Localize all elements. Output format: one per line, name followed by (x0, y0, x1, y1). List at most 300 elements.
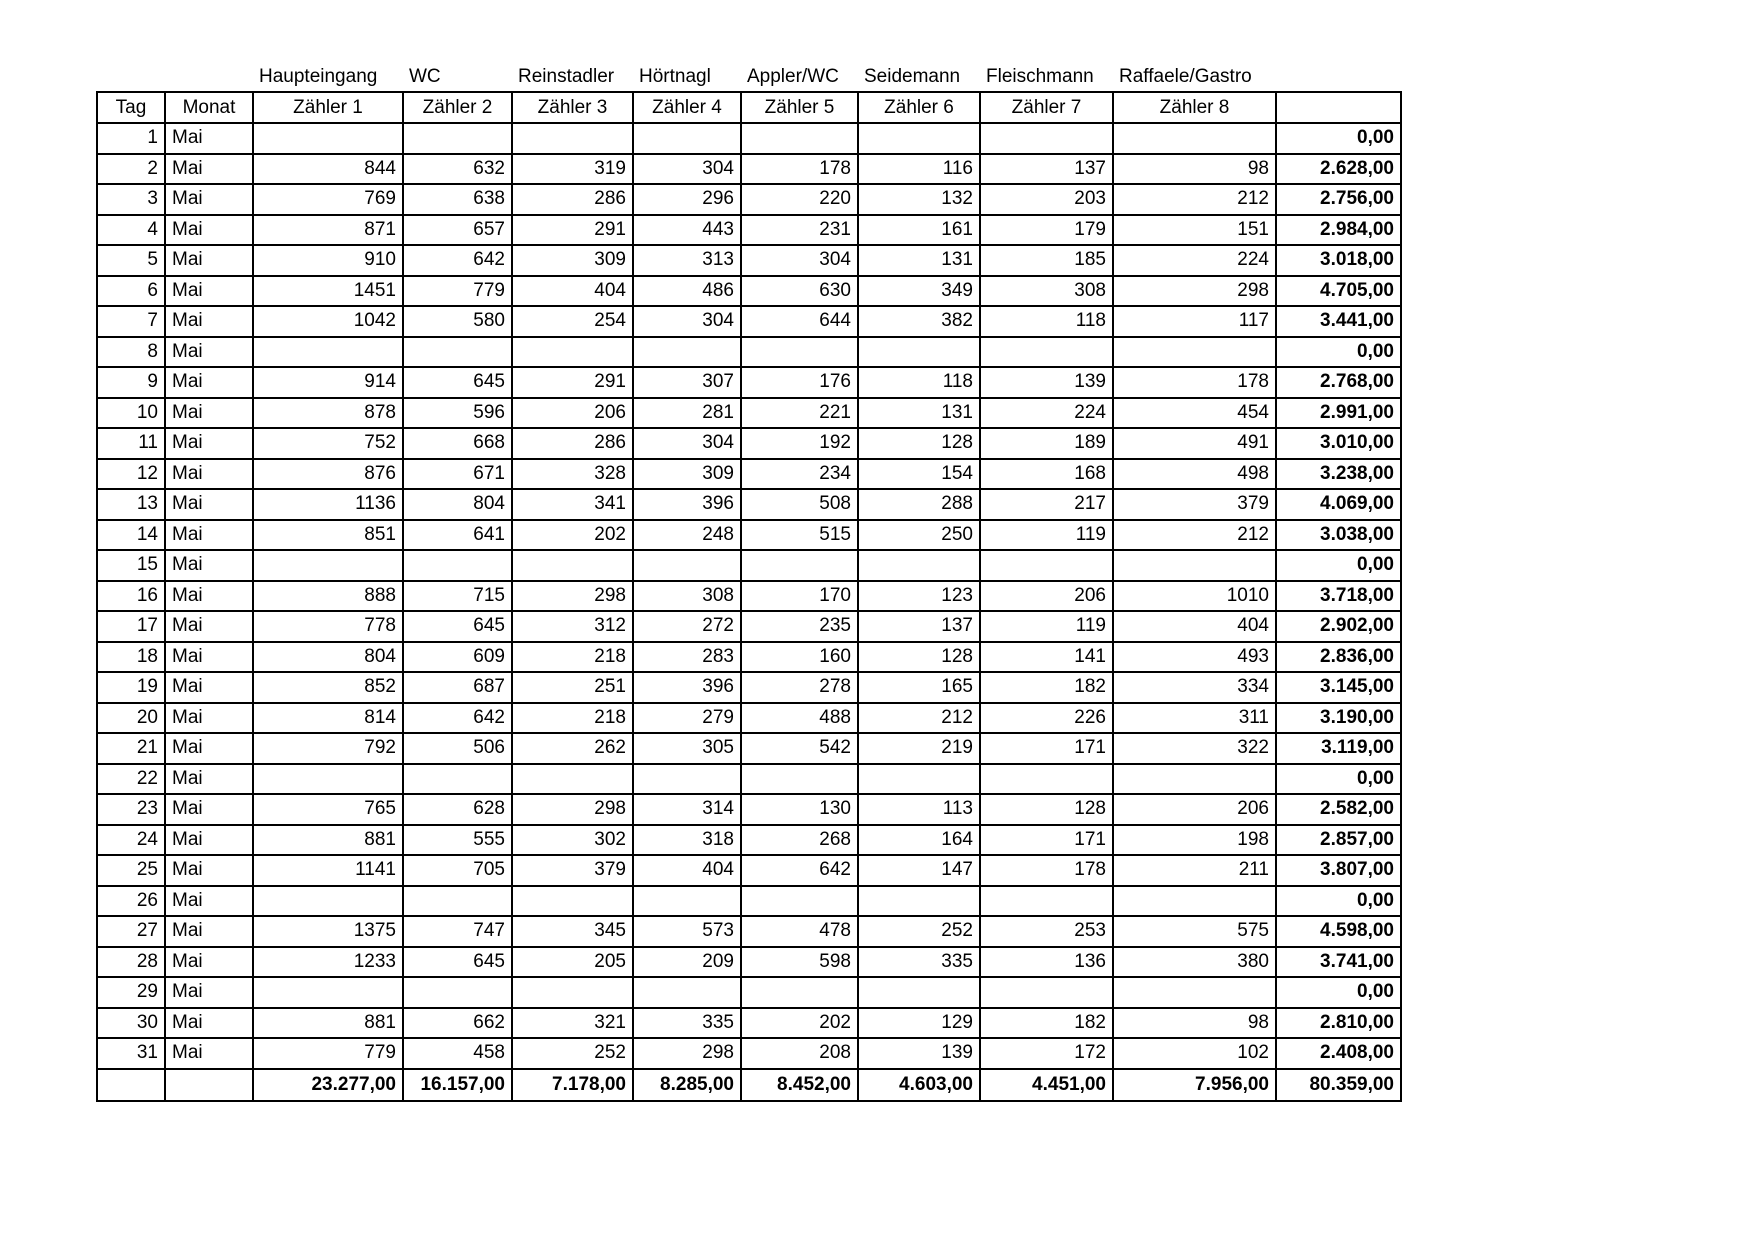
counter-4-cell: 272 (633, 611, 741, 642)
counter-5-cell (741, 550, 858, 581)
counter-8-cell: 334 (1113, 672, 1276, 703)
table-row (97, 337, 1401, 368)
month-cell: Mai (165, 825, 253, 856)
row-total-cell: 2.984,00 (1276, 215, 1401, 246)
table-row (97, 276, 1401, 307)
month-cell: Mai (165, 672, 253, 703)
month-cell: Mai (165, 611, 253, 642)
day-cell: 6 (97, 276, 165, 307)
counter-7-cell: 136 (980, 947, 1113, 978)
counter-8-cell: 322 (1113, 733, 1276, 764)
counter-8-cell (1113, 886, 1276, 917)
counter-4-cell: 313 (633, 245, 741, 276)
table-row (97, 520, 1401, 551)
counter-7-cell: 253 (980, 916, 1113, 947)
counter-3-cell: 328 (512, 459, 633, 490)
counter-6-cell (858, 337, 980, 368)
counter-1-cell: 878 (253, 398, 403, 429)
row-total-cell: 2.768,00 (1276, 367, 1401, 398)
counter-1-cell: 1375 (253, 916, 403, 947)
counter-5-cell: 488 (741, 703, 858, 734)
counter-1-cell: 851 (253, 520, 403, 551)
counter-7-total-cell: 4.451,00 (980, 1069, 1113, 1101)
row-total-cell: 0,00 (1276, 123, 1401, 154)
counter-4-cell: 304 (633, 428, 741, 459)
row-total-cell: 3.018,00 (1276, 245, 1401, 276)
table-row (97, 916, 1401, 947)
table-row (97, 794, 1401, 825)
counter-4-cell: 309 (633, 459, 741, 490)
counter-2-cell: 662 (403, 1008, 512, 1039)
group-label-fleischmann: Fleischmann (986, 66, 1094, 87)
counter-7-cell: 119 (980, 520, 1113, 551)
counter-7-cell (980, 764, 1113, 795)
counter-8-cell: 454 (1113, 398, 1276, 429)
day-cell: 20 (97, 703, 165, 734)
counter-1-cell: 844 (253, 154, 403, 185)
counter-2-cell: 642 (403, 703, 512, 734)
header-zaehler-4: Zähler 4 (633, 92, 741, 123)
day-cell: 9 (97, 367, 165, 398)
month-cell: Mai (165, 520, 253, 551)
counter-2-cell: 555 (403, 825, 512, 856)
counter-5-cell: 176 (741, 367, 858, 398)
table-row (97, 154, 1401, 185)
table-row (97, 428, 1401, 459)
day-cell: 16 (97, 581, 165, 612)
month-cell: Mai (165, 306, 253, 337)
counter-2-cell: 628 (403, 794, 512, 825)
counter-1-total-cell: 23.277,00 (253, 1069, 403, 1101)
table-row (97, 1008, 1401, 1039)
row-total-cell: 2.991,00 (1276, 398, 1401, 429)
counter-5-cell: 231 (741, 215, 858, 246)
counter-2-cell: 458 (403, 1038, 512, 1069)
counter-2-cell: 632 (403, 154, 512, 185)
counter-8-cell: 575 (1113, 916, 1276, 947)
counter-1-cell: 871 (253, 215, 403, 246)
day-cell: 17 (97, 611, 165, 642)
counter-3-cell: 379 (512, 855, 633, 886)
counter-2-cell: 506 (403, 733, 512, 764)
counter-6-cell (858, 977, 980, 1008)
counter-3-cell: 321 (512, 1008, 633, 1039)
header-total (1276, 92, 1401, 123)
counter-2-cell: 747 (403, 916, 512, 947)
month-cell: Mai (165, 154, 253, 185)
table-row (97, 1038, 1401, 1069)
table-row (97, 764, 1401, 795)
counter-3-cell (512, 123, 633, 154)
counter-2-total-cell: 16.157,00 (403, 1069, 512, 1101)
counter-3-cell: 298 (512, 794, 633, 825)
day-cell: 15 (97, 550, 165, 581)
day-cell: 21 (97, 733, 165, 764)
counter-4-cell (633, 550, 741, 581)
counter-3-cell: 302 (512, 825, 633, 856)
counter-4-total-cell: 8.285,00 (633, 1069, 741, 1101)
counter-4-cell: 314 (633, 794, 741, 825)
counter-2-cell (403, 337, 512, 368)
table-row (97, 977, 1401, 1008)
day-cell: 19 (97, 672, 165, 703)
header-tag: Tag (97, 92, 165, 123)
counter-4-cell: 296 (633, 184, 741, 215)
totals-day-cell (97, 1069, 165, 1101)
counter-3-cell: 218 (512, 703, 633, 734)
counter-7-cell: 182 (980, 672, 1113, 703)
row-total-cell: 2.810,00 (1276, 1008, 1401, 1039)
counter-3-cell: 345 (512, 916, 633, 947)
counter-8-cell (1113, 337, 1276, 368)
row-total-cell: 3.145,00 (1276, 672, 1401, 703)
month-cell: Mai (165, 276, 253, 307)
group-label-raffaele-gastro: Raffaele/Gastro (1119, 66, 1252, 87)
table-row (97, 642, 1401, 673)
group-label-haupteingang: Haupteingang (259, 66, 378, 87)
counter-4-cell: 209 (633, 947, 741, 978)
group-label-seidemann: Seidemann (864, 66, 961, 87)
table-row (97, 367, 1401, 398)
counter-8-cell (1113, 123, 1276, 154)
counter-5-cell: 542 (741, 733, 858, 764)
row-total-cell: 0,00 (1276, 550, 1401, 581)
counter-1-cell: 881 (253, 825, 403, 856)
month-cell: Mai (165, 215, 253, 246)
counter-1-cell: 778 (253, 611, 403, 642)
counter-5-cell: 202 (741, 1008, 858, 1039)
month-cell: Mai (165, 123, 253, 154)
row-total-cell: 3.119,00 (1276, 733, 1401, 764)
column-header-row (97, 92, 1401, 123)
counter-3-cell: 341 (512, 489, 633, 520)
counter-4-cell: 248 (633, 520, 741, 551)
counter-4-cell (633, 886, 741, 917)
day-cell: 4 (97, 215, 165, 246)
counter-4-cell (633, 977, 741, 1008)
counter-1-cell: 804 (253, 642, 403, 673)
day-cell: 8 (97, 337, 165, 368)
counter-2-cell: 804 (403, 489, 512, 520)
counter-1-cell: 1233 (253, 947, 403, 978)
counter-2-cell: 645 (403, 947, 512, 978)
counter-3-cell: 254 (512, 306, 633, 337)
counter-6-cell: 131 (858, 245, 980, 276)
row-total-cell: 3.718,00 (1276, 581, 1401, 612)
counter-6-cell: 161 (858, 215, 980, 246)
counter-8-cell: 178 (1113, 367, 1276, 398)
counter-1-cell (253, 977, 403, 1008)
counter-3-cell: 252 (512, 1038, 633, 1069)
counter-2-cell (403, 123, 512, 154)
counter-8-cell: 198 (1113, 825, 1276, 856)
day-cell: 23 (97, 794, 165, 825)
counter-6-cell: 349 (858, 276, 980, 307)
counter-3-cell (512, 550, 633, 581)
table-row (97, 886, 1401, 917)
row-total-cell: 2.836,00 (1276, 642, 1401, 673)
month-cell: Mai (165, 367, 253, 398)
group-label-row (97, 66, 1401, 92)
month-cell: Mai (165, 1008, 253, 1039)
counter-8-cell (1113, 977, 1276, 1008)
month-cell: Mai (165, 245, 253, 276)
counter-3-cell: 309 (512, 245, 633, 276)
counter-4-cell: 443 (633, 215, 741, 246)
counter-2-cell: 580 (403, 306, 512, 337)
counter-1-cell: 881 (253, 1008, 403, 1039)
counter-2-cell (403, 977, 512, 1008)
month-cell: Mai (165, 489, 253, 520)
counter-1-cell: 1451 (253, 276, 403, 307)
table-row (97, 215, 1401, 246)
counter-4-cell (633, 337, 741, 368)
counter-5-cell: 642 (741, 855, 858, 886)
counter-5-cell: 192 (741, 428, 858, 459)
counter-6-cell: 118 (858, 367, 980, 398)
counter-7-cell: 139 (980, 367, 1113, 398)
counter-7-cell (980, 123, 1113, 154)
counter-1-cell (253, 550, 403, 581)
day-cell: 22 (97, 764, 165, 795)
counter-6-cell: 382 (858, 306, 980, 337)
row-total-cell: 3.807,00 (1276, 855, 1401, 886)
row-total-cell: 3.741,00 (1276, 947, 1401, 978)
counter-7-cell (980, 550, 1113, 581)
counter-2-cell: 657 (403, 215, 512, 246)
month-cell: Mai (165, 550, 253, 581)
counter-6-cell: 132 (858, 184, 980, 215)
counter-7-cell: 118 (980, 306, 1113, 337)
counter-8-cell: 98 (1113, 154, 1276, 185)
counter-7-cell: 172 (980, 1038, 1113, 1069)
counter-3-cell: 312 (512, 611, 633, 642)
counter-4-cell: 308 (633, 581, 741, 612)
counter-8-cell: 102 (1113, 1038, 1276, 1069)
row-total-cell: 0,00 (1276, 886, 1401, 917)
group-label-reinstadler: Reinstadler (518, 66, 615, 87)
counter-4-cell: 396 (633, 672, 741, 703)
counter-6-cell: 165 (858, 672, 980, 703)
table-row (97, 825, 1401, 856)
day-cell: 24 (97, 825, 165, 856)
counter-4-cell: 486 (633, 276, 741, 307)
counter-6-cell: 147 (858, 855, 980, 886)
counter-2-cell: 668 (403, 428, 512, 459)
counter-6-cell: 128 (858, 642, 980, 673)
counter-6-cell (858, 123, 980, 154)
counter-8-cell: 491 (1113, 428, 1276, 459)
counter-5-cell: 630 (741, 276, 858, 307)
day-cell: 3 (97, 184, 165, 215)
counter-5-total-cell: 8.452,00 (741, 1069, 858, 1101)
counter-4-cell: 305 (633, 733, 741, 764)
counter-2-cell: 642 (403, 245, 512, 276)
month-cell: Mai (165, 581, 253, 612)
day-cell: 26 (97, 886, 165, 917)
counter-2-cell: 596 (403, 398, 512, 429)
counter-8-cell: 493 (1113, 642, 1276, 673)
counter-8-cell: 212 (1113, 520, 1276, 551)
counter-4-cell: 573 (633, 916, 741, 947)
label-spacer (165, 66, 253, 92)
day-cell: 2 (97, 154, 165, 185)
counter-7-cell: 226 (980, 703, 1113, 734)
counter-7-cell: 128 (980, 794, 1113, 825)
counter-6-cell: 116 (858, 154, 980, 185)
counter-8-cell: 498 (1113, 459, 1276, 490)
day-cell: 18 (97, 642, 165, 673)
day-cell: 14 (97, 520, 165, 551)
counter-7-cell (980, 337, 1113, 368)
month-cell: Mai (165, 398, 253, 429)
counter-1-cell (253, 123, 403, 154)
month-cell: Mai (165, 947, 253, 978)
table-row (97, 733, 1401, 764)
counter-5-cell (741, 977, 858, 1008)
table-row (97, 184, 1401, 215)
counter-6-cell: 219 (858, 733, 980, 764)
counter-3-cell (512, 977, 633, 1008)
counter-4-cell: 335 (633, 1008, 741, 1039)
counter-3-cell: 291 (512, 367, 633, 398)
month-cell: Mai (165, 184, 253, 215)
counter-6-cell: 252 (858, 916, 980, 947)
counter-2-cell: 609 (403, 642, 512, 673)
table-row (97, 459, 1401, 490)
counter-6-cell: 288 (858, 489, 980, 520)
month-cell: Mai (165, 977, 253, 1008)
group-label-hoertnagl: Hörtnagl (639, 66, 711, 87)
day-cell: 10 (97, 398, 165, 429)
counter-1-cell: 888 (253, 581, 403, 612)
counter-5-cell (741, 886, 858, 917)
counter-8-cell: 379 (1113, 489, 1276, 520)
counter-8-cell (1113, 550, 1276, 581)
counter-6-cell: 129 (858, 1008, 980, 1039)
counter-6-cell: 139 (858, 1038, 980, 1069)
month-cell: Mai (165, 764, 253, 795)
counter-1-cell (253, 886, 403, 917)
header-zaehler-1: Zähler 1 (253, 92, 403, 123)
counter-7-cell: 189 (980, 428, 1113, 459)
month-cell: Mai (165, 916, 253, 947)
counter-1-cell: 752 (253, 428, 403, 459)
counter-4-cell: 281 (633, 398, 741, 429)
month-cell: Mai (165, 428, 253, 459)
counter-8-cell: 380 (1113, 947, 1276, 978)
day-cell: 27 (97, 916, 165, 947)
counter-3-cell: 286 (512, 428, 633, 459)
day-cell: 31 (97, 1038, 165, 1069)
counter-2-cell (403, 764, 512, 795)
counter-6-cell: 212 (858, 703, 980, 734)
header-monat: Monat (165, 92, 253, 123)
counter-1-cell: 910 (253, 245, 403, 276)
table-row (97, 398, 1401, 429)
header-zaehler-2: Zähler 2 (403, 92, 512, 123)
counter-6-cell (858, 764, 980, 795)
counter-7-cell: 141 (980, 642, 1113, 673)
counter-2-cell: 671 (403, 459, 512, 490)
counter-4-cell: 304 (633, 154, 741, 185)
totals-row (97, 1069, 1401, 1101)
day-cell: 7 (97, 306, 165, 337)
row-total-cell: 3.441,00 (1276, 306, 1401, 337)
counter-7-cell: 185 (980, 245, 1113, 276)
counter-3-cell (512, 337, 633, 368)
counter-8-cell (1113, 764, 1276, 795)
month-cell: Mai (165, 337, 253, 368)
table-body (97, 123, 1401, 1101)
counter-3-cell: 206 (512, 398, 633, 429)
table-row (97, 123, 1401, 154)
table-row (97, 611, 1401, 642)
group-label-appler-wc: Appler/WC (747, 66, 839, 87)
header-zaehler-3: Zähler 3 (512, 92, 633, 123)
table-row (97, 855, 1401, 886)
counter-3-cell: 251 (512, 672, 633, 703)
counter-1-cell: 1136 (253, 489, 403, 520)
counter-8-cell: 311 (1113, 703, 1276, 734)
counter-3-cell (512, 764, 633, 795)
counter-5-cell: 221 (741, 398, 858, 429)
counter-2-cell (403, 550, 512, 581)
counter-4-cell (633, 123, 741, 154)
counter-3-cell: 286 (512, 184, 633, 215)
counter-3-cell (512, 886, 633, 917)
counter-1-cell: 1042 (253, 306, 403, 337)
counter-4-cell: 404 (633, 855, 741, 886)
day-cell: 25 (97, 855, 165, 886)
counter-3-cell: 262 (512, 733, 633, 764)
counter-5-cell: 160 (741, 642, 858, 673)
row-total-cell: 2.628,00 (1276, 154, 1401, 185)
counter-6-cell: 164 (858, 825, 980, 856)
counter-1-cell (253, 764, 403, 795)
row-total-cell: 0,00 (1276, 977, 1401, 1008)
counter-5-cell: 208 (741, 1038, 858, 1069)
header-zaehler-8: Zähler 8 (1113, 92, 1276, 123)
counter-7-cell (980, 977, 1113, 1008)
month-cell: Mai (165, 642, 253, 673)
counter-5-cell (741, 123, 858, 154)
counter-8-cell: 224 (1113, 245, 1276, 276)
counter-3-cell: 319 (512, 154, 633, 185)
counter-2-cell: 645 (403, 611, 512, 642)
counter-5-cell: 130 (741, 794, 858, 825)
counter-6-cell: 250 (858, 520, 980, 551)
day-cell: 12 (97, 459, 165, 490)
counter-5-cell: 268 (741, 825, 858, 856)
counter-5-cell: 644 (741, 306, 858, 337)
counter-2-cell: 779 (403, 276, 512, 307)
row-total-cell: 2.408,00 (1276, 1038, 1401, 1069)
month-cell: Mai (165, 733, 253, 764)
counter-4-cell: 304 (633, 306, 741, 337)
counter-7-cell: 168 (980, 459, 1113, 490)
counter-6-cell: 137 (858, 611, 980, 642)
counter-8-total-cell: 7.956,00 (1113, 1069, 1276, 1101)
counter-3-cell: 298 (512, 581, 633, 612)
row-total-cell: 4.705,00 (1276, 276, 1401, 307)
counter-1-cell: 779 (253, 1038, 403, 1069)
counter-8-cell: 1010 (1113, 581, 1276, 612)
counter-5-cell: 598 (741, 947, 858, 978)
counter-table (96, 66, 1402, 1102)
counter-1-cell: 914 (253, 367, 403, 398)
counter-7-cell (980, 886, 1113, 917)
